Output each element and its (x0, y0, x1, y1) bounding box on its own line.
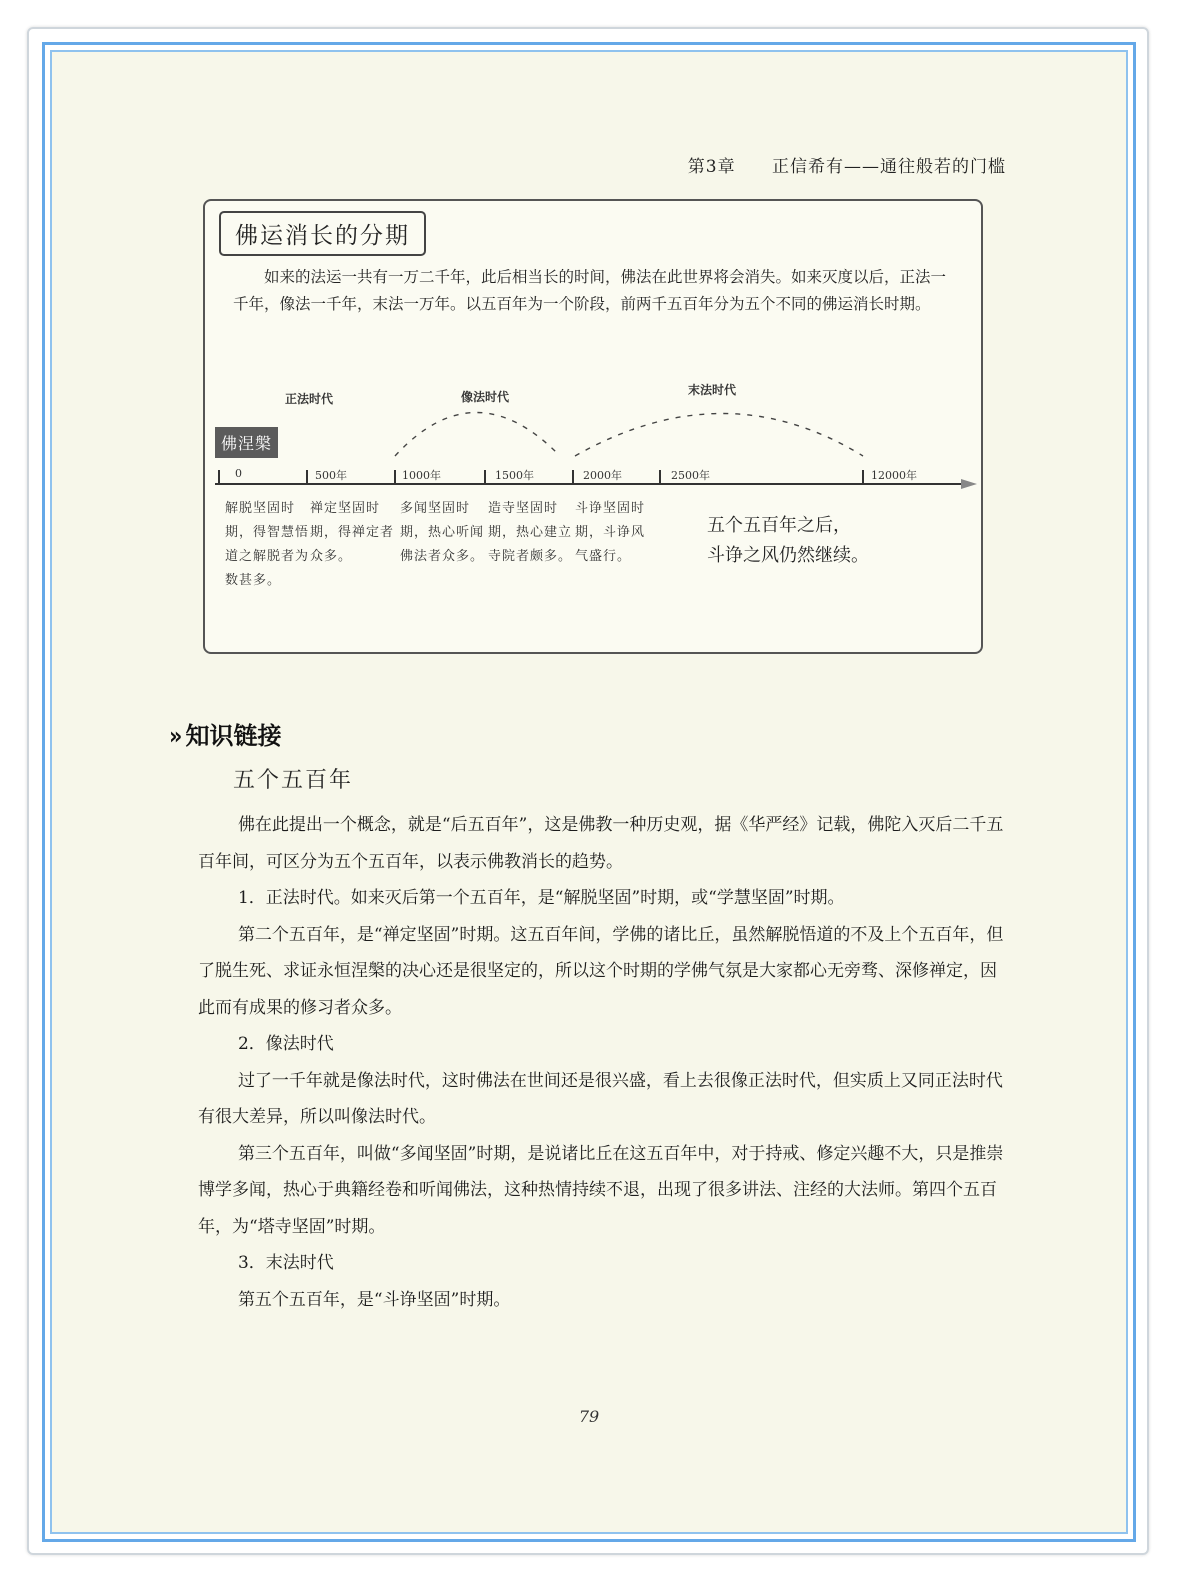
book-page (50, 50, 1128, 1534)
tick-label: 1000年 (402, 469, 441, 482)
era-arc-mofa (575, 414, 863, 457)
timeline-panel (203, 199, 983, 654)
period-desc-2: 禅定坚固时期，得禅定者众多。 (310, 501, 395, 564)
paragraph: 2．像法时代 (237, 1034, 334, 1054)
after-note-line-2: 斗诤之风仍然继续。 (707, 545, 869, 566)
timeline-diagram (205, 201, 985, 656)
panel-title: 佛运消长的分期 (219, 211, 426, 256)
period-desc-5: 斗诤坚固时期，斗诤风气盛行。 (575, 501, 646, 564)
tick-label: 2500年 (671, 469, 710, 482)
timeline-arrow-icon (961, 479, 977, 489)
panel-intro: 如来的法运一共有一万二千年，此后相当长的时间，佛法在此世界将会消失。如来灭度以后，正法一千年，像法一千年，末法一万年。以五百年为一个阶段，前两千五百年分为五个不同的佛运消长时期。 (233, 268, 947, 313)
paragraph: 第三个五百年，叫做“多闻坚固”时期，是说诸比丘在这五百年中，对于持戒、修定兴趣不大，只是推崇博学多闻，热心于典籍经卷和听闻佛法，这种热情持续不退，出现了很多讲法、注经的大法师。第四个五百年，为“塔寺坚固”时期。 (198, 1143, 1004, 1237)
paragraph: 第二个五百年，是“禅定坚固”时期。这五百年间，学佛的诸比丘，虽然解脱悟道的不及上个五百年，但了脱生死、求证永恒涅槃的决心还是很坚定的，所以这个时期的学佛气氛是大家都心无旁骛、深修禅定，因此而有成果的修习者众多。 (198, 924, 1004, 1018)
chapter-title: 正信希有——通往般若的门槛 (772, 157, 1006, 177)
paragraph: 3．末法时代 (237, 1253, 334, 1273)
running-head (688, 152, 1006, 177)
era-label-zhengfa: 正法时代 (285, 392, 334, 406)
tick-label: 1500年 (495, 469, 534, 482)
tick-label: 12000年 (871, 469, 917, 482)
period-desc-3: 多闻坚固时期，热心听闻佛法者众多。 (400, 501, 485, 564)
section-subheading: 五个五百年 (233, 768, 354, 793)
era-arc-xiangfa (395, 413, 560, 457)
body-text (198, 807, 1010, 1318)
after-note (707, 511, 869, 571)
chapter-number: 第3章 (687, 157, 736, 177)
knowledge-link-heading (168, 716, 282, 751)
tick-label: 0 (235, 467, 242, 480)
era-label-mofa: 末法时代 (688, 383, 737, 397)
paragraph: 过了一千年就是像法时代，这时佛法在世间还是很兴盛，看上去很像正法时代，但实质上又同正法时代有很大差异，所以叫像法时代。 (198, 1070, 1003, 1127)
knowledge-link-title: 知识链接 (185, 722, 282, 750)
paragraph: 1．正法时代。如来灭后第一个五百年，是“解脱坚固”时期，或“学慧坚固”时期。 (237, 888, 845, 908)
double-chevron-icon: » (169, 722, 183, 750)
page-number: 79 (578, 1407, 600, 1426)
period-desc-4: 造寺坚固时期，热心建立寺院者颇多。 (488, 501, 573, 564)
nirvana-badge: 佛涅槃 (215, 427, 278, 458)
tick-label: 500年 (315, 469, 347, 482)
tick-label: 2000年 (583, 469, 622, 482)
era-label-xiangfa: 像法时代 (461, 390, 510, 404)
paragraph: 佛在此提出一个概念，就是“后五百年”，这是佛教一种历史观，据《华严经》记载，佛陀入灭后二千五百年间，可区分为五个五百年，以表示佛教消长的趋势。 (198, 815, 1004, 872)
paragraph: 第五个五百年，是“斗诤坚固”时期。 (237, 1289, 511, 1310)
after-note-line-1: 五个五百年之后， (707, 515, 851, 536)
period-desc-1: 解脱坚固时期，得智慧悟道之解脱者为数甚多。 (225, 501, 310, 588)
